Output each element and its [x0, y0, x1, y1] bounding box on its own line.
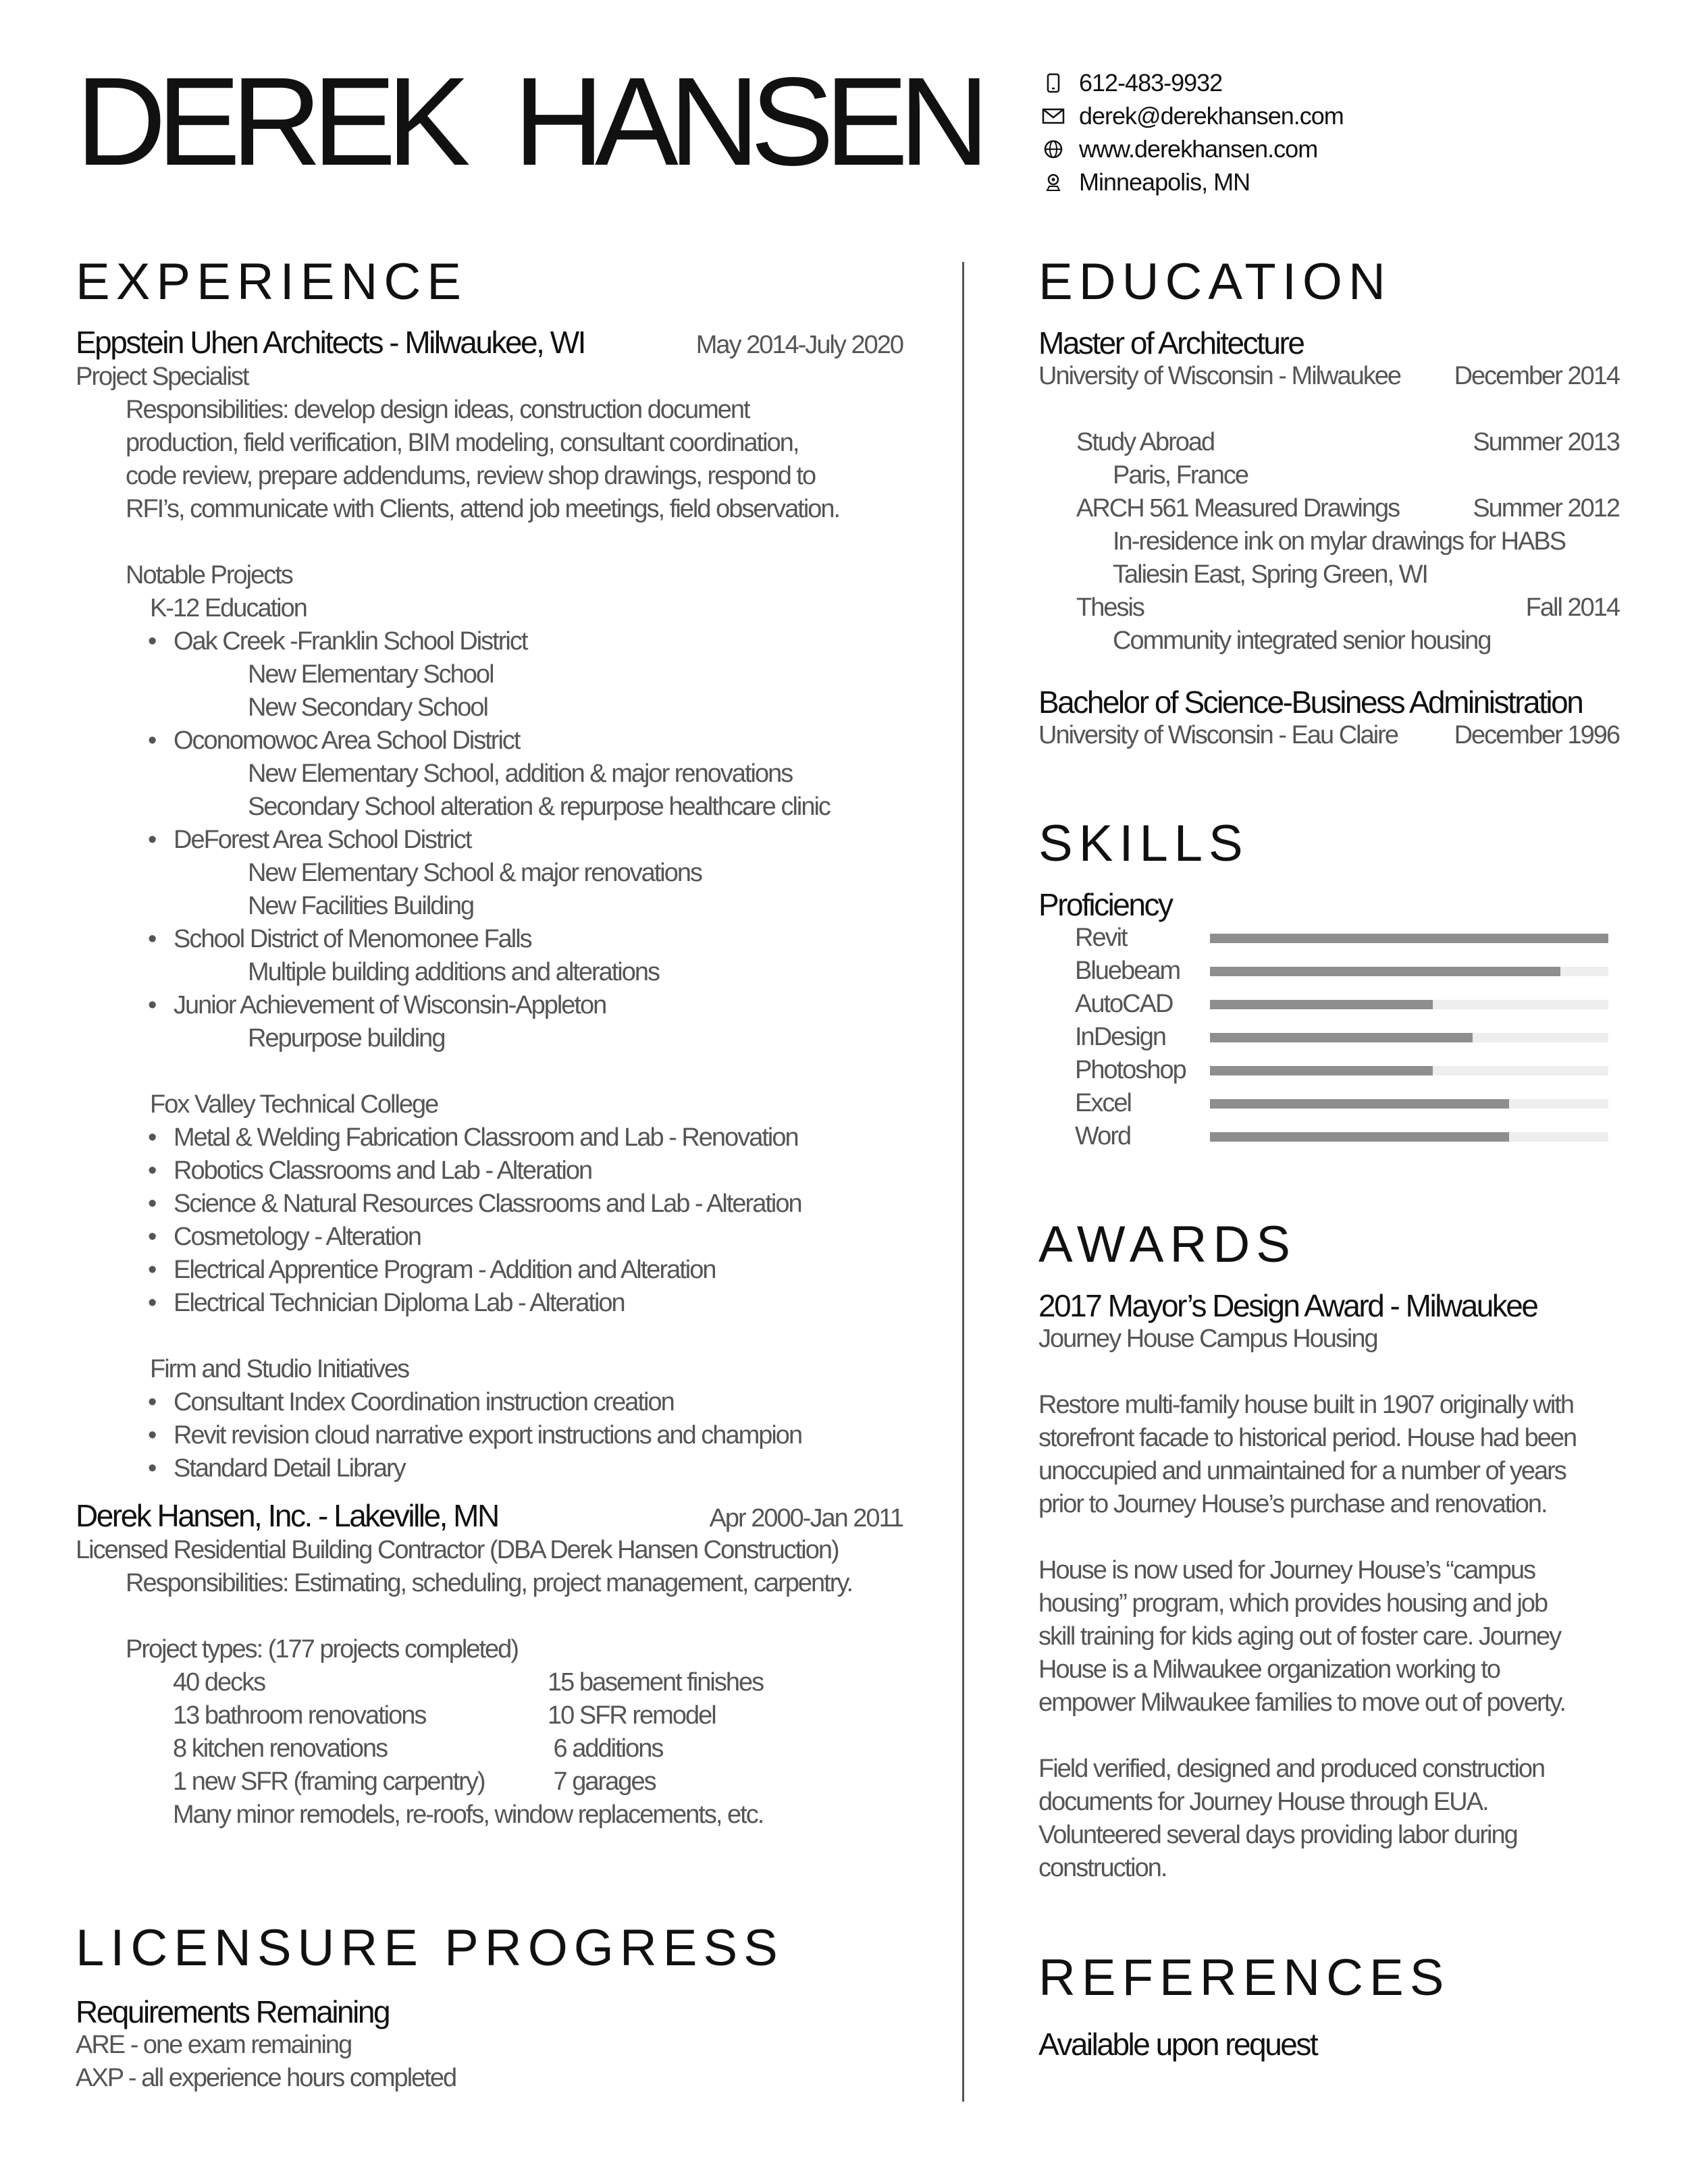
skill-name: Excel	[1075, 1089, 1131, 1117]
firm-initiative: • Revit revision cloud narrative export instructions and champion	[76, 1419, 903, 1452]
skill-row	[1038, 988, 1619, 1021]
references-section	[1038, 1949, 1619, 2062]
award-line: House is a Milwaukee organization working to	[1038, 1655, 1500, 1684]
skill-name: Photoshop	[1075, 1056, 1186, 1084]
award-line: documents for Journey House through EUA.	[1038, 1788, 1488, 1816]
entry-detail: Community integrated senior housing	[1113, 627, 1491, 655]
project-types-row	[76, 1765, 903, 1799]
section-heading-licensure: LICENSURE PROGRESS	[76, 1919, 784, 1977]
skill-name: Bluebeam	[1075, 957, 1180, 985]
fox-valley-label: Fox Valley Technical College	[150, 1090, 438, 1119]
entry-detail: Paris, France	[1113, 461, 1248, 489]
entry-title: Study Abroad	[1076, 428, 1215, 456]
globe-icon	[1040, 136, 1067, 163]
project-type: 1 new SFR (framing carpentry)	[173, 1767, 485, 1796]
project-types-misc: Many minor remodels, re-roofs, window replacements, etc.	[173, 1801, 764, 1829]
firm-initiative: • Standard Detail Library	[76, 1452, 903, 1485]
education-entry	[1038, 492, 1619, 525]
degree-school: University of Wisconsin - Milwaukee	[1038, 362, 1401, 390]
education-entry	[1038, 591, 1619, 624]
references-text: Available upon request	[1038, 2027, 1317, 2062]
fox-valley-project: • Robotics Classrooms and Lab - Alteration	[76, 1154, 903, 1188]
k12-project: New Elementary School & major renovations	[248, 859, 702, 887]
project-type: 6 additions	[548, 1734, 663, 1763]
entry-title: Thesis	[1076, 593, 1144, 622]
skill-bar-fill	[1210, 1132, 1509, 1142]
award-line: construction.	[1038, 1854, 1167, 1882]
degree-school: University of Wisconsin - Eau Claire	[1038, 721, 1398, 749]
responsibility-line: code review, prepare addendums, review shop drawings, respond to	[126, 462, 816, 490]
skill-bar-track	[1210, 1033, 1608, 1042]
fox-valley-project: • Cosmetology - Alteration	[76, 1221, 903, 1254]
project-type: 13 bathroom renovations	[173, 1701, 426, 1730]
skill-bar-fill	[1210, 1066, 1433, 1075]
degree-school-row	[1038, 360, 1619, 393]
skill-bar-track	[1210, 934, 1608, 943]
location-icon	[1040, 169, 1067, 196]
award-line: skill training for kids aging out of foster care. Journey	[1038, 1622, 1561, 1651]
entry-date: Summer 2012	[1473, 494, 1619, 523]
skill-bar-track	[1210, 1000, 1608, 1009]
skills-section	[1038, 815, 1619, 1153]
k12-label: K-12 Education	[150, 594, 307, 622]
project-types-label: Project types: (177 projects completed)	[126, 1635, 518, 1663]
skill-bar-fill	[1210, 1099, 1509, 1109]
project-type: 7 garages	[548, 1767, 656, 1796]
k12-project: New Elementary School, addition & major renovations	[248, 760, 793, 788]
degree-title: Bachelor of Science-Business Administration	[1038, 685, 1583, 720]
k12-project: New Facilities Building	[248, 892, 474, 920]
degree-school-row	[1038, 719, 1619, 752]
contact-phone	[1040, 66, 1344, 99]
section-heading-references: REFERENCES	[1038, 1949, 1450, 2006]
k12-project: Secondary School alteration & repurpose healthcare clinic	[248, 793, 830, 821]
entry-detail: Taliesin East, Spring Green, WI	[1113, 560, 1427, 589]
degree-title: Master of Architecture	[1038, 325, 1304, 361]
k12-project: Multiple building additions and alterations	[248, 958, 660, 986]
licensure-item: ARE - one exam remaining	[76, 2031, 352, 2059]
fox-valley-project: • Electrical Technician Diploma Lab - Alteration	[76, 1287, 903, 1320]
section-heading-awards: AWARDS	[1038, 1216, 1296, 1273]
skill-name: InDesign	[1075, 1023, 1165, 1051]
skill-bar-fill	[1210, 1033, 1473, 1042]
section-heading-experience: EXPERIENCE	[76, 253, 467, 311]
job-title: Project Specialist	[76, 363, 248, 391]
location-text: Minneapolis, MN	[1079, 167, 1250, 196]
job-dates: Apr 2000-Jan 2011	[709, 1504, 903, 1533]
project-types-row	[76, 1666, 903, 1699]
award-project: Journey House Campus Housing	[1038, 1325, 1377, 1353]
job-title: Licensed Residential Building Contractor (DBA Derek Hansen Construction)	[76, 1536, 839, 1564]
skills-subheading: Proficiency	[1038, 887, 1172, 922]
contact-block	[1040, 66, 1344, 198]
notable-projects-label: Notable Projects	[126, 561, 292, 589]
entry-date: Summer 2013	[1473, 428, 1619, 456]
award-paragraph	[1038, 1554, 1619, 1720]
k12-client: • Oconomowoc Area School District	[76, 724, 903, 757]
skill-bar-fill	[1210, 967, 1560, 976]
education-section	[1038, 253, 1619, 752]
responsibility-line: Responsibilities: develop design ideas, construction document	[126, 396, 749, 424]
skill-bar-track	[1210, 1066, 1608, 1075]
firm-initiatives-label: Firm and Studio Initiatives	[150, 1355, 409, 1383]
awards-section	[1038, 1216, 1619, 1885]
award-line: housing” program, which provides housing and job	[1038, 1589, 1548, 1618]
k12-project: Repurpose building	[248, 1024, 445, 1053]
k12-client: • Oak Creek -Franklin School District	[76, 625, 903, 658]
job-employer: Eppstein Uhen Architects - Milwaukee, WI	[76, 325, 585, 360]
fox-valley-project: • Metal & Welding Fabrication Classroom and Lab - Renovation	[76, 1121, 903, 1154]
k12-client: • School District of Menomonee Falls	[76, 923, 903, 956]
section-heading-skills: SKILLS	[1038, 815, 1249, 872]
project-type: 8 kitchen renovations	[173, 1734, 388, 1763]
project-types-row	[76, 1732, 903, 1765]
project-type: 15 basement finishes	[548, 1668, 764, 1697]
email-text: derek@derekhansen.com	[1079, 101, 1344, 130]
contact-website	[1040, 132, 1344, 165]
skill-name: Word	[1075, 1122, 1131, 1150]
skill-bar-track	[1210, 1099, 1608, 1109]
degree-date: December 1996	[1454, 721, 1619, 749]
skill-bar-track	[1210, 1132, 1608, 1142]
contact-email	[1040, 99, 1344, 132]
responsibility-line: Responsibilities: Estimating, scheduling, project management, carpentry.	[126, 1569, 853, 1597]
skill-row	[1038, 1021, 1619, 1054]
job-dates: May 2014-July 2020	[695, 331, 903, 359]
column-divider	[962, 262, 964, 2102]
skill-row	[1038, 922, 1619, 955]
phone-icon	[1040, 70, 1067, 97]
licensure-subheading: Requirements Remaining	[76, 1994, 390, 2029]
phone-text: 612-483-9932	[1079, 68, 1223, 97]
award-line: empower Milwaukee families to move out of poverty.	[1038, 1688, 1565, 1717]
skill-bar-fill	[1210, 1000, 1433, 1009]
project-type: 40 decks	[173, 1668, 265, 1697]
award-line: Restore multi-family house built in 1907 originally with	[1038, 1391, 1573, 1419]
award-paragraph	[1038, 1389, 1619, 1521]
skill-name: Revit	[1075, 924, 1127, 952]
award-title: 2017 Mayor’s Design Award - Milwaukee	[1038, 1288, 1537, 1323]
skill-bar-track	[1210, 967, 1608, 976]
skill-bar-fill	[1210, 934, 1608, 943]
fox-valley-project: • Science & Natural Resources Classrooms and Lab - Alteration	[76, 1188, 903, 1221]
fox-valley-project: • Electrical Apprentice Program - Addition and Alteration	[76, 1254, 903, 1287]
section-heading-education: EDUCATION	[1038, 253, 1392, 311]
skill-row	[1038, 1120, 1619, 1153]
award-line: Volunteered several days providing labor during	[1038, 1821, 1517, 1849]
contact-location	[1040, 165, 1344, 198]
k12-client: • DeForest Area School District	[76, 824, 903, 857]
email-icon	[1040, 103, 1067, 130]
award-line: prior to Journey House’s purchase and renovation.	[1038, 1490, 1547, 1518]
resume-name: DEREK HANSEN	[76, 52, 980, 192]
skill-row	[1038, 1054, 1619, 1087]
skill-name: AutoCAD	[1075, 990, 1173, 1018]
k12-project: New Elementary School	[248, 660, 494, 689]
entry-detail: In-residence ink on mylar drawings for HABS	[1113, 527, 1566, 556]
award-line: Field verified, designed and produced construction	[1038, 1755, 1545, 1783]
degree-date: December 2014	[1454, 362, 1619, 390]
responsibility-line: RFI’s, communicate with Clients, attend job meetings, field observation.	[126, 495, 840, 523]
website-text: www.derekhansen.com	[1079, 134, 1318, 163]
award-paragraph	[1038, 1753, 1619, 1885]
licensure-section	[76, 1919, 903, 2095]
award-line: House is now used for Journey House’s “campus	[1038, 1556, 1535, 1584]
project-type: 10 SFR remodel	[548, 1701, 716, 1730]
job-header	[76, 1500, 903, 1531]
licensure-item: AXP - all experience hours completed	[76, 2064, 456, 2092]
job-employer: Derek Hansen, Inc. - Lakeville, MN	[76, 1498, 498, 1533]
job-header	[76, 327, 903, 358]
firm-initiative: • Consultant Index Coordination instruction creation	[76, 1386, 903, 1419]
k12-project: New Secondary School	[248, 693, 487, 722]
skill-row	[1038, 1087, 1619, 1120]
award-line: unoccupied and unmaintained for a number of years	[1038, 1457, 1566, 1485]
k12-client: • Junior Achievement of Wisconsin-Appleton	[76, 989, 903, 1022]
skill-row	[1038, 955, 1619, 988]
skills-list	[1038, 922, 1619, 1153]
education-entry	[1038, 426, 1619, 459]
entry-title: ARCH 561 Measured Drawings	[1076, 494, 1400, 523]
award-line: storefront facade to historical period. House had been	[1038, 1424, 1577, 1452]
experience-section	[76, 253, 903, 1832]
entry-date: Fall 2014	[1525, 593, 1619, 622]
project-types-row	[76, 1699, 903, 1732]
responsibility-line: production, field verification, BIM modeling, consultant coordination,	[126, 429, 799, 457]
